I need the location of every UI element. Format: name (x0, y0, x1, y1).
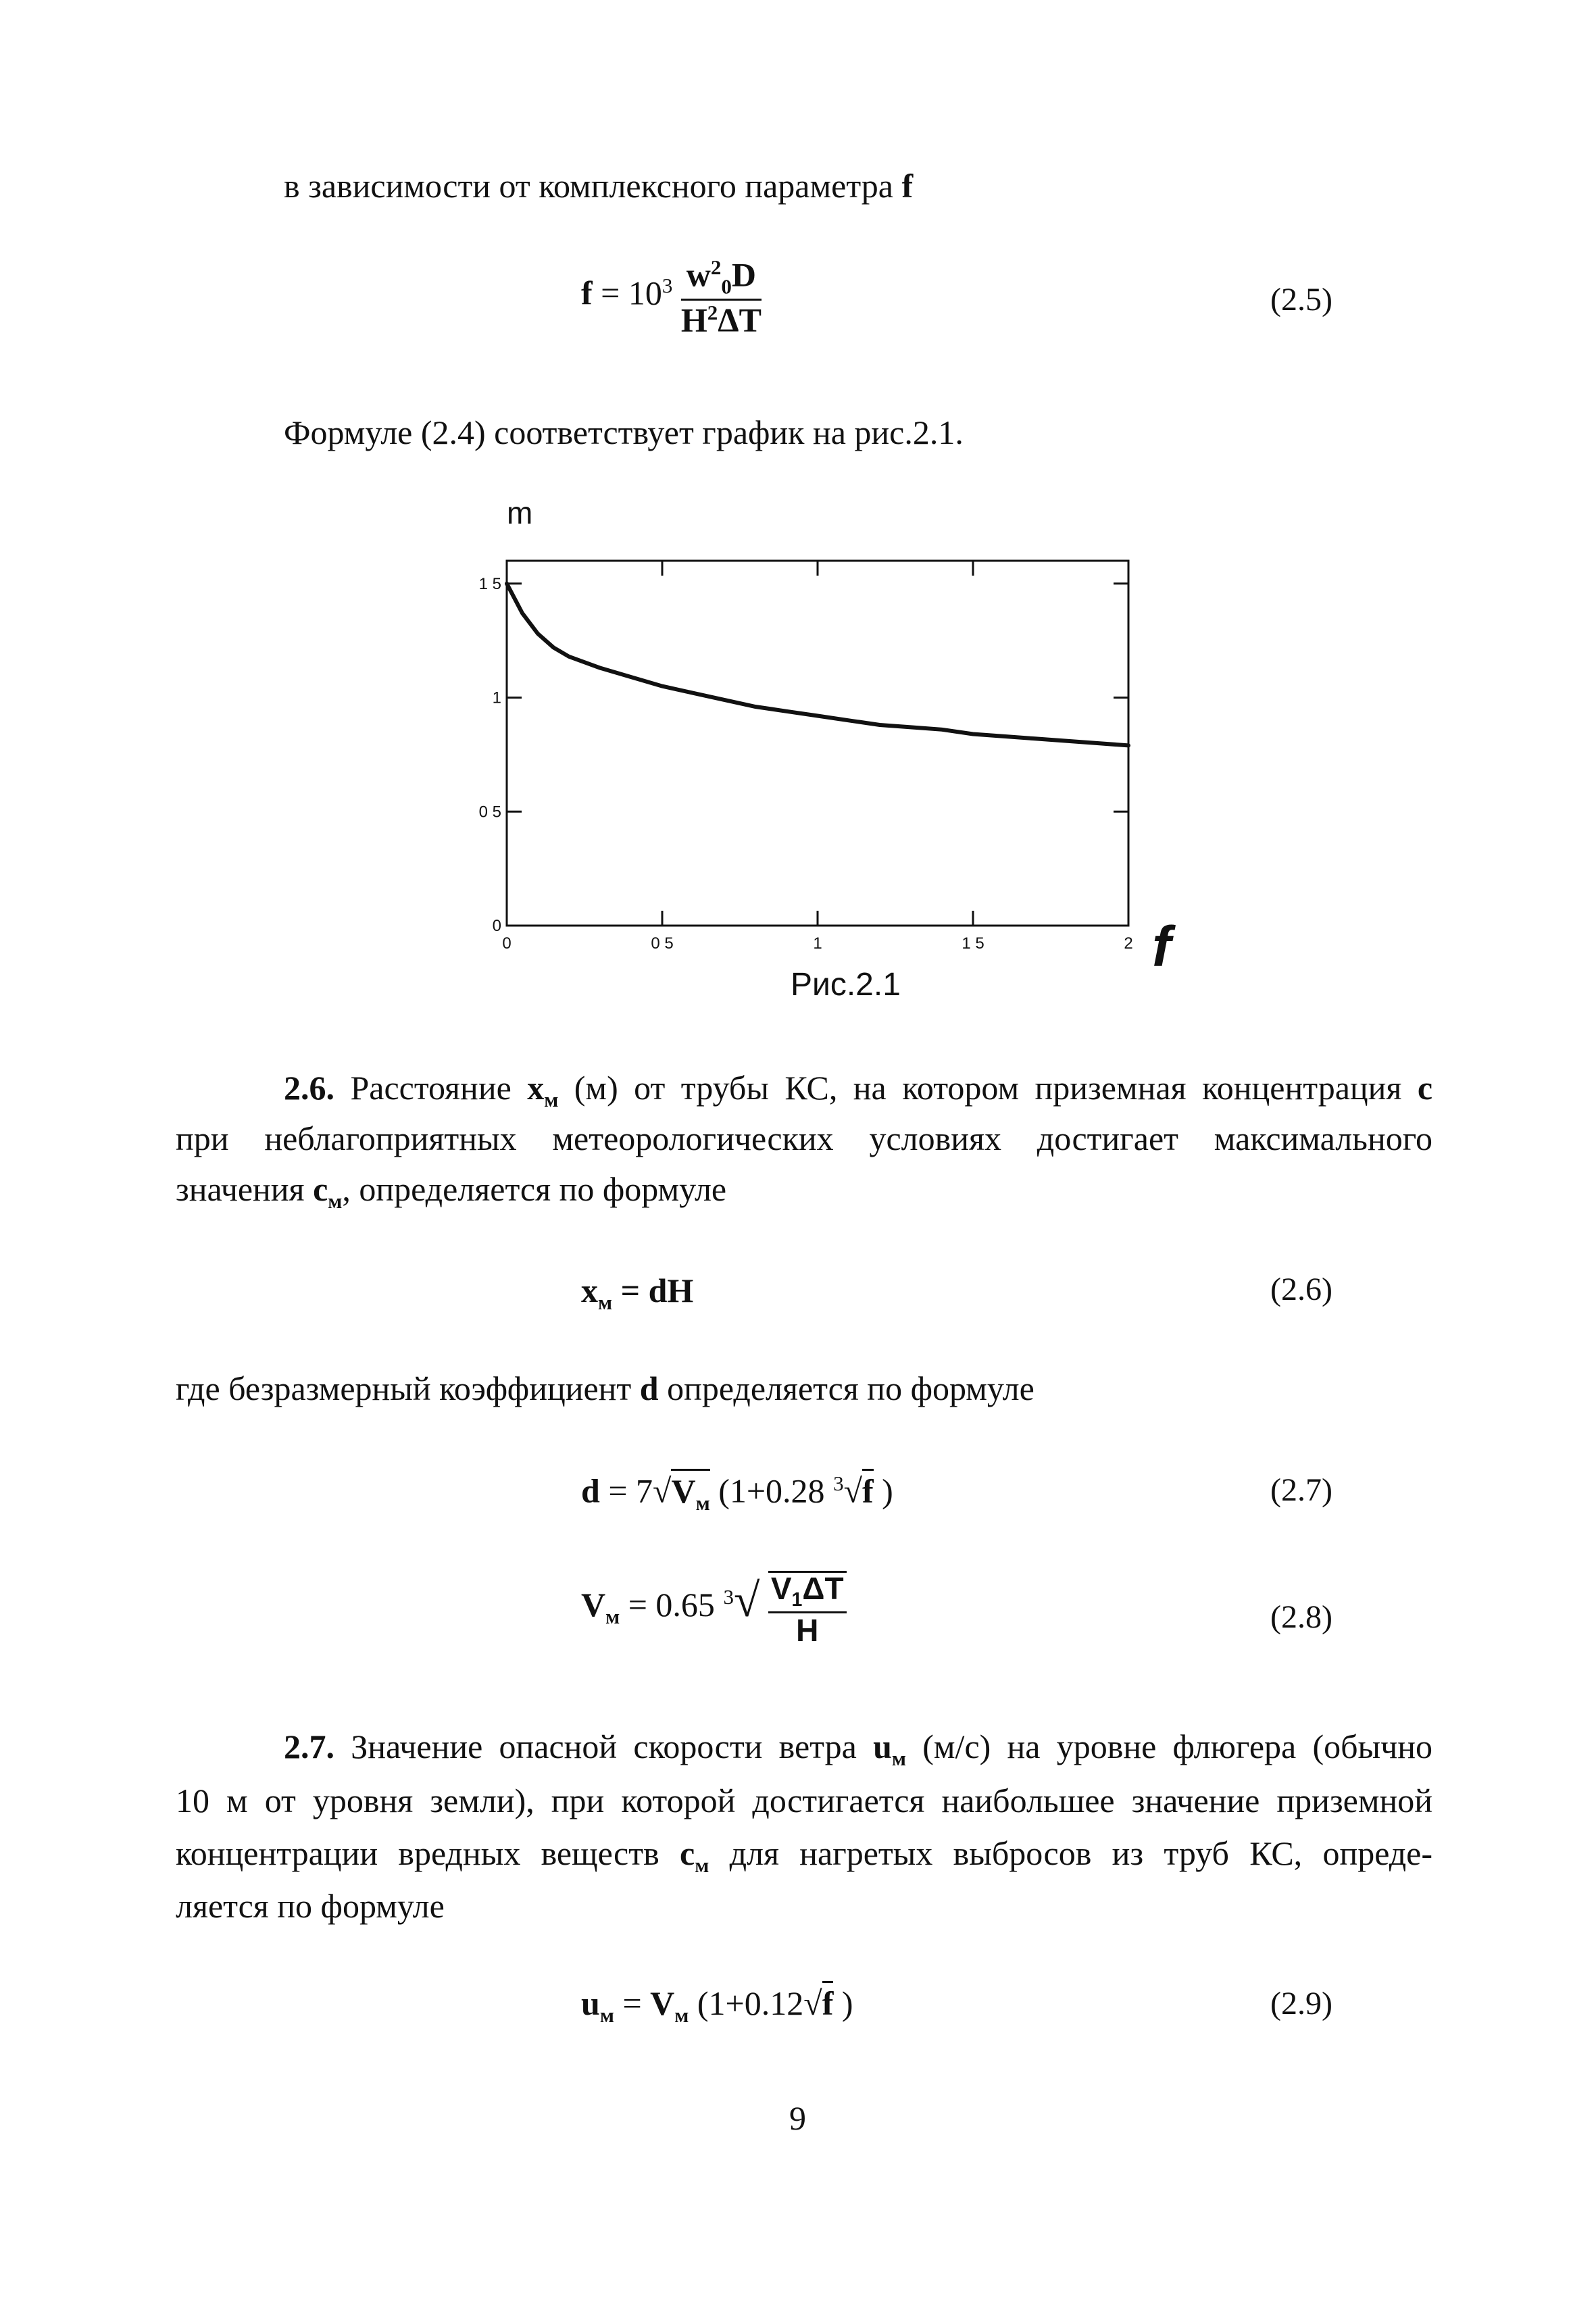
where-d-line: где безразмерный коэффициент d определяется по формуле (176, 1369, 1034, 1407)
x-tick-label: 2 (1124, 934, 1133, 953)
section-2-6-line-1: 2.6. Расстояние $x_м$ (м) от трубы КС, на котором приземная концентрация c (284, 1069, 1433, 1111)
series-line-m-of-f (507, 584, 1128, 746)
figure-2-1-chart (446, 493, 1203, 1007)
section-2-7-line-2: 10 м от уровня земли), при которой достигается наибольшее значение приземной (176, 1782, 1432, 1819)
y-axis-label: m (507, 495, 533, 530)
y-tick-label: 1 5 (478, 574, 501, 593)
section-2-7-line-3: концентрации вредных веществ $c_м$ для нагретых выбросов из труб КС, опреде- (176, 1834, 1433, 1877)
equation-2-9: $u_м = V_м$ (1+0.12√f ) (581, 1986, 853, 2026)
equation-number-2-9: (2.9) (1270, 1986, 1332, 2021)
equation-number-2-5: (2.5) (1270, 282, 1332, 318)
plot-frame (507, 561, 1128, 926)
x-tick-label: 1 (813, 934, 822, 953)
x-tick-label: 0 (502, 934, 512, 953)
equation-2-6: $x_м$ = dH (581, 1272, 694, 1314)
figure-reference: Формуле (2.4) соответствует график на рис.2.1. (284, 413, 964, 451)
section-2-6-line-3: значения $c_м$, определяется по формуле (176, 1170, 727, 1213)
equation-number-2-6: (2.6) (1270, 1272, 1332, 1307)
section-2-7-line-1: 2.7. Значение опасной скорости ветра $u_м$ (м/с) на уровне флюгера (обычно (284, 1728, 1433, 1770)
f-axis-symbol: f (1152, 915, 1171, 978)
equation-number-2-8: (2.8) (1270, 1599, 1332, 1635)
y-tick-label: 0 (492, 917, 501, 935)
equation-2-5: $f = 10^3$ $\frac{w^2_0D}{H^2\Delta T}$ (581, 255, 762, 339)
section-2-6-line-2: при неблагоприятных метеорологических условиях достигает максимального (176, 1120, 1432, 1157)
x-tick-label: 0 5 (651, 934, 674, 953)
intro-line: в зависимости от комплексного параметра f (284, 167, 914, 205)
y-tick-label: 1 (492, 688, 501, 707)
equation-2-7: $d = 7√V_м$ (1+0.28 $^3$√f ) (581, 1473, 893, 1513)
section-2-7-line-4: ляется по формуле (176, 1887, 445, 1925)
page-number: 9 (789, 2099, 806, 2137)
equation-number-2-7: (2.7) (1270, 1472, 1332, 1508)
figure-caption: Рис.2.1 (791, 967, 901, 1003)
equation-2-8: $V_м = 0.65$ $^3$√ $\frac{V_1\Delta T}{H}$ (581, 1571, 847, 1646)
x-tick-label: 1 5 (962, 934, 984, 953)
y-tick-label: 0 5 (478, 803, 501, 822)
